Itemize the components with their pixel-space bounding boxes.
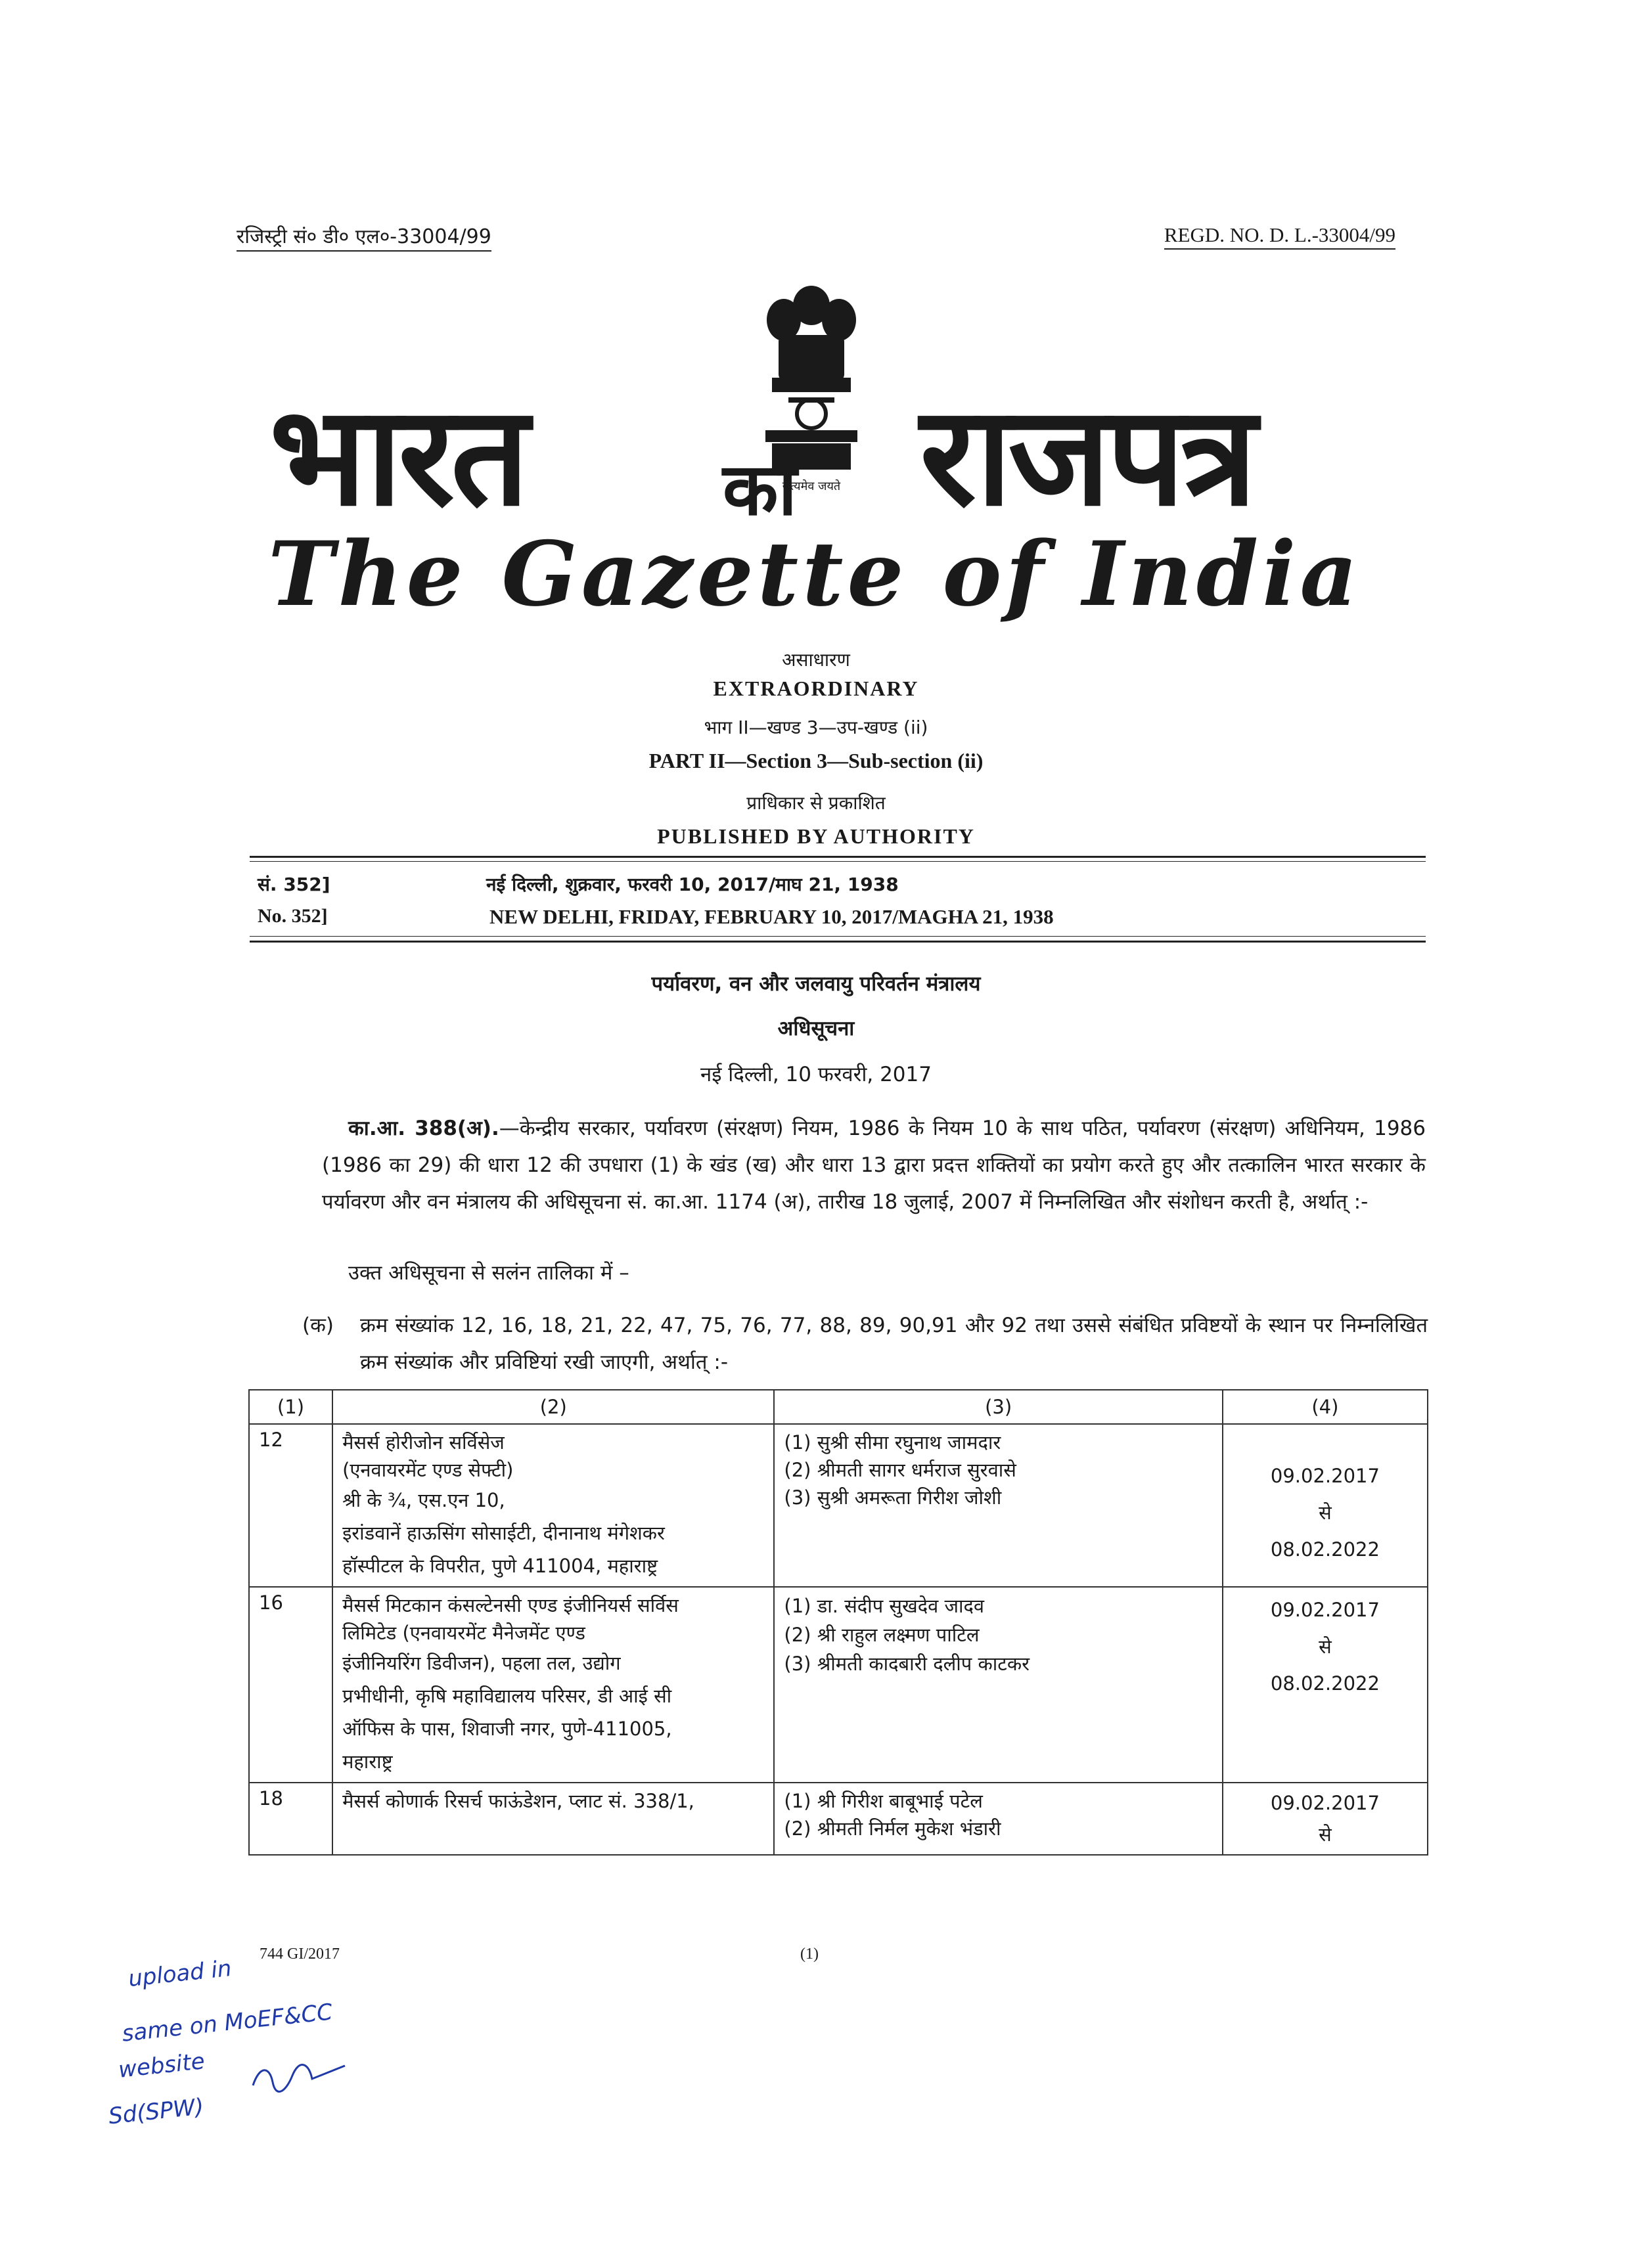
authority-english: PUBLISHED BY AUTHORITY	[657, 824, 975, 848]
person-line: (2) श्रीमती निर्मल मुकेश भंडारी	[784, 1817, 1001, 1840]
validity-period-cell	[1223, 1587, 1428, 1783]
serial-number: 12	[249, 1424, 332, 1587]
serial-number: 18	[249, 1783, 332, 1855]
org-line: महाराष्ट्र	[342, 1750, 393, 1773]
notification-heading: अधिसूचना	[777, 1017, 855, 1040]
table-header-row	[249, 1390, 1428, 1424]
table-row	[249, 1783, 1428, 1855]
page-number: (1)	[800, 1946, 819, 1963]
org-line: श्री के ¾, एस.एन 10,	[342, 1489, 505, 1511]
persons-cell	[774, 1783, 1222, 1855]
extraordinary-hindi: असाधारण	[782, 649, 850, 671]
validity-period-cell	[1223, 1424, 1428, 1587]
masthead-hindi-rajpatra: राजपत्र	[920, 376, 1254, 537]
masthead-hindi-bharat: भारत	[269, 376, 526, 537]
schedule-table	[248, 1389, 1428, 1856]
issue-number-hindi: सं. 352]	[258, 874, 330, 895]
issue-date-english: NEW DELHI, FRIDAY, FEBRUARY 10, 2017/MAGHA 21, 1938	[489, 905, 1054, 928]
handwritten-note-line: same on MoEF&CC	[120, 1999, 334, 2047]
org-line: इंजीनियरिंग डिवीजन), पहला तल, उद्योग	[342, 1652, 621, 1674]
period-separator: से	[1319, 1501, 1332, 1524]
table-header-cell: (1)	[249, 1390, 332, 1424]
period-from: 09.02.2017	[1270, 1599, 1380, 1621]
schedule-intro: उक्त अधिसूचना से सलंन तालिका में –	[348, 1261, 629, 1285]
org-line: इरांडवानें हाऊसिंग सोसाईटी, दीनानाथ मंगेशकर	[342, 1522, 665, 1544]
handwritten-note-line: website	[117, 2048, 206, 2083]
clause-text: क्रम संख्यांक 12, 16, 18, 21, 22, 47, 75, 76, 77, 88, 89, 90,91 और 92 तथा उससे संबंधित प्रविष्टयों के स्थान पर निम्नलिखित क्रम संख्यांक और प्रविष्टियां रखी जाएगी, अर्थात् :-	[360, 1314, 1428, 1374]
masthead-english-title: The Gazette of India	[268, 522, 1361, 626]
validity-period-cell	[1223, 1783, 1428, 1855]
notification-place-date: नई दिल्ली, 10 फरवरी, 2017	[700, 1063, 932, 1086]
table-header-cell: (4)	[1223, 1390, 1428, 1424]
person-line: (1) डा. संदीप सुखदेव जादव	[784, 1595, 985, 1617]
period-to: 08.02.2022	[1270, 1672, 1380, 1695]
extraordinary-english: EXTRAORDINARY	[713, 677, 919, 700]
persons-cell	[774, 1587, 1222, 1783]
period-separator: से	[1319, 1823, 1332, 1846]
org-line: मैसर्स मिटकान कंसल्टेनसी एण्ड इंजीनियर्स सर्विस	[342, 1594, 679, 1616]
period-from: 09.02.2017	[1270, 1465, 1380, 1487]
table-header-cell: (2)	[332, 1390, 774, 1424]
org-line: (एनवायरमेंट एण्ड सेफ्टी)	[342, 1459, 514, 1481]
part-english: PART II—Section 3—Sub-section (ii)	[648, 749, 984, 772]
person-line: (1) श्री गिरीश बाबूभाई पटेल	[784, 1790, 983, 1812]
persons-cell	[774, 1424, 1222, 1587]
handwritten-note-line: Sd(SPW)	[107, 2093, 206, 2130]
handwritten-signature-icon	[246, 2053, 351, 2099]
person-line: (2) श्रीमती सागर धर्मराज सुरवासे	[784, 1459, 1016, 1481]
organisation-cell	[332, 1424, 774, 1587]
bottom-rule	[250, 941, 1426, 943]
organisation-cell	[332, 1783, 774, 1855]
person-line: (3) श्रीमती कादबारी दलीप काटकर	[784, 1653, 1030, 1675]
handwritten-note-line: upload in	[127, 1955, 233, 1993]
org-line: मैसर्स होरीजोन सर्विसेज	[342, 1431, 505, 1454]
clause-label: (क)	[302, 1314, 334, 1337]
national-emblem-icon	[752, 279, 871, 476]
org-line: मैसर्स कोणार्क रिसर्च फाऊंडेशन, प्लाट सं. 338/1,	[342, 1790, 694, 1812]
notification-body	[322, 1110, 1426, 1220]
org-line: लिमिटेड (एनवायरमेंट मैनेजमेंट एण्ड	[342, 1622, 585, 1644]
issue-number-english: No. 352]	[258, 905, 328, 927]
authority-hindi: प्राधिकार से प्रकाशित	[746, 792, 886, 814]
person-line: (1) सुश्री सीमा रघुनाथ जामदार	[784, 1431, 1001, 1454]
period-from: 09.02.2017	[1270, 1792, 1380, 1814]
top-rule-thin	[250, 861, 1426, 862]
emblem-motto: सत्यमेव जयते	[782, 479, 841, 493]
registration-number-hindi: रजिस्ट्री सं० डी० एल०-33004/99	[237, 222, 491, 252]
org-line: ऑफिस के पास, शिवाजी नगर, पुणे-411005,	[342, 1718, 672, 1740]
notification-reference: का.आ. 388(अ).	[348, 1117, 499, 1140]
registration-number-english: REGD. NO. D. L.-33004/99	[1164, 223, 1395, 250]
organisation-cell	[332, 1587, 774, 1783]
period-separator: से	[1319, 1635, 1332, 1658]
table-header-cell: (3)	[774, 1390, 1222, 1424]
top-rule	[250, 856, 1426, 858]
org-line: प्रभीधीनी, कृषि महाविद्यालय परिसर, डी आई सी	[342, 1685, 672, 1707]
ministry-name: पर्यावरण, वन और जलवायु परिवर्तन मंत्रालय	[651, 972, 981, 996]
table-row	[249, 1424, 1428, 1587]
person-line: (2) श्री राहुल लक्ष्मण पाटिल	[784, 1624, 980, 1646]
bottom-rule-thin	[250, 936, 1426, 937]
notification-body-text: —केन्द्रीय सरकार, पर्यावरण (संरक्षण) नियम, 1986 के नियम 10 के साथ पठित, पर्यावरण (संरक्षण) अधिनियम, 1986 (1986 का 29) की धारा 12 की उपधारा (1) के खंड (ख) और धारा 13 द्वारा प्रदत्त शक्तियों का प्रयोग करते हुए और तत्कालिन भारत सरकार के पर्यावरण और वन मंत्रालय की अधिसूचना सं. का.आ. 1174 (अ), तारीख 18 जुलाई, 2007 में निम्नलिखित और संशोधन करती है, अर्थात् :-	[322, 1117, 1426, 1214]
part-hindi: भाग II—खण्ड 3—उप-खण्ड (ii)	[704, 717, 928, 738]
period-to: 08.02.2022	[1270, 1538, 1380, 1561]
org-line: हॉस्पीटल के विपरीत, पुणे 411004, महाराष्ट्र	[342, 1555, 658, 1577]
issue-date-hindi: नई दिल्ली, शुक्रवार, फरवरी 10, 2017/माघ 21, 1938	[486, 874, 899, 895]
person-line: (3) सुश्री अमरूता गिरीश जोशी	[784, 1486, 1002, 1509]
table-row	[249, 1587, 1428, 1783]
serial-number: 16	[249, 1587, 332, 1783]
masthead-hindi-ka: का	[723, 447, 797, 531]
footer-code: 744 GI/2017	[260, 1946, 340, 1963]
